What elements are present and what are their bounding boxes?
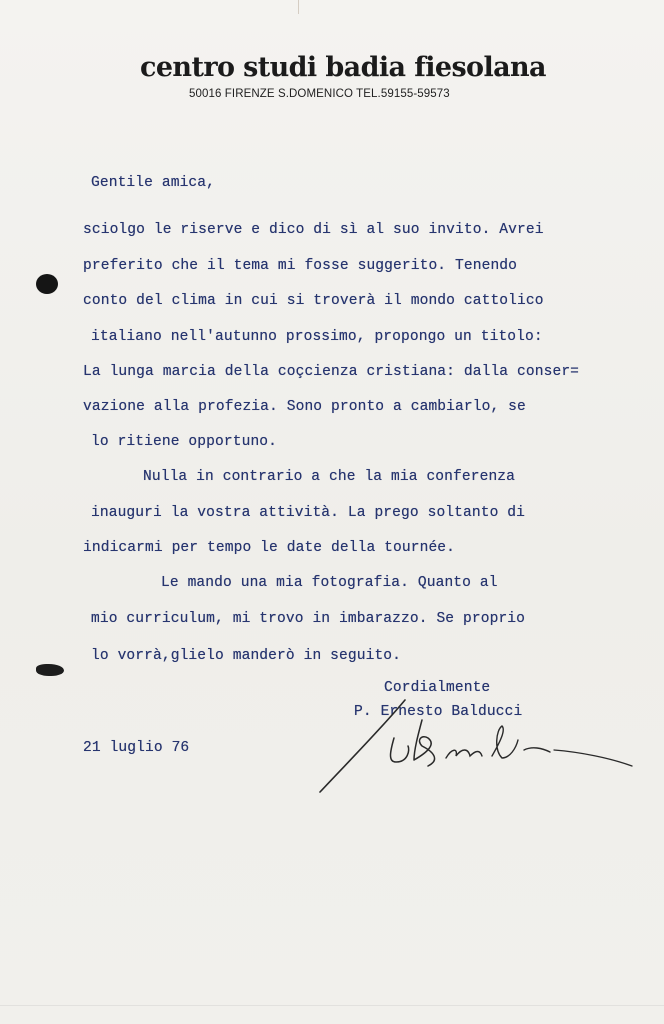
punch-hole — [36, 664, 64, 676]
letter-line: italiano nell'autunno prossimo, propongo un titolo: — [91, 329, 543, 345]
punch-hole — [36, 274, 58, 294]
letterhead-title: centro studi badia fiesolana — [140, 52, 546, 83]
letter-date: 21 luglio 76 — [83, 740, 190, 756]
letter-line: Nulla in contrario a che la mia conferenza — [143, 469, 516, 485]
letter-line: vazione alla profezia. Sono pronto a cambiarlo, se — [83, 399, 526, 415]
signatory-name: P. Ernesto Balducci — [354, 704, 523, 720]
letter-line: sciolgo le riserve e dico di sì al suo invito. Avrei — [83, 222, 544, 238]
closing: Cordialmente — [384, 680, 491, 696]
letter-line: Le mando una mia fotografia. Quanto al — [161, 575, 498, 591]
paper-crease — [0, 1005, 664, 1006]
letter-line: conto del clima in cui si troverà il mondo cattolico — [83, 293, 544, 309]
letterhead-address: 50016 FIRENZE S.DOMENICO TEL.59155-59573 — [189, 88, 450, 100]
paper-mark — [298, 0, 299, 14]
letter-line: indicarmi per tempo le date della tournée. — [83, 540, 456, 556]
letter-line: mio curriculum, mi trovo in imbarazzo. Se proprio — [91, 611, 526, 627]
letter-line: lo vorrà,glielo manderò in seguito. — [91, 648, 402, 664]
letter-line: La lunga marcia della coçcienza cristiana: dalla conser= — [83, 364, 580, 380]
letter-line: inauguri la vostra attività. La prego soltanto di — [91, 505, 526, 521]
handwritten-signature — [310, 690, 640, 800]
letter-line: preferito che il tema mi fosse suggerito. Tenendo — [83, 258, 518, 274]
salutation: Gentile amica, — [91, 175, 216, 191]
letter-line: lo ritiene opportuno. — [91, 434, 278, 450]
